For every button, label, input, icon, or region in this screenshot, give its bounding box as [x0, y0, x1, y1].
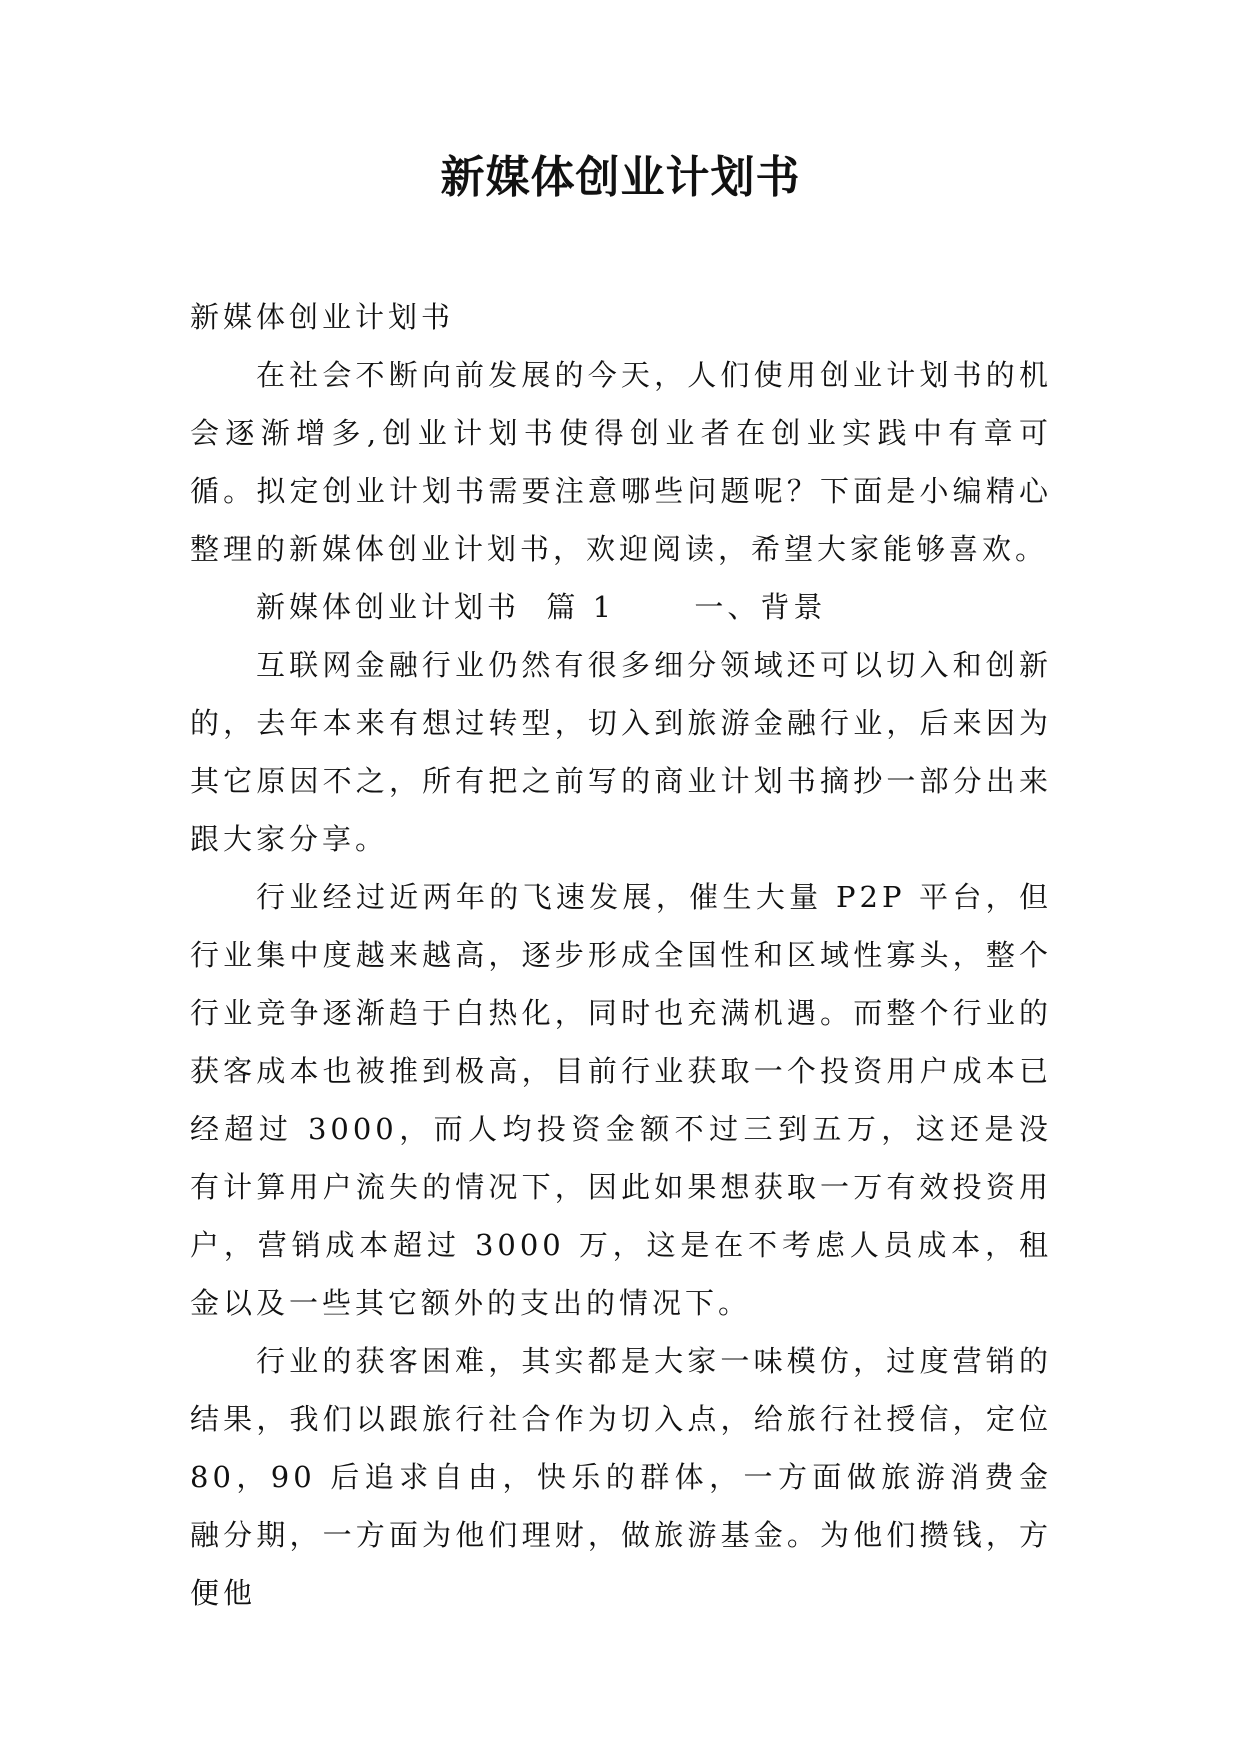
subtitle-paragraph: 新媒体创业计划书: [190, 300, 455, 334]
background-paragraph: 互联网金融行业仍然有很多细分领域还可以切入和创新的，去年本来有想过转型，切入到旅游金融行业，后来因为其它原因不之，所有把之前写的商业计划书摘抄一部分出来跟大家分享。: [190, 648, 1052, 856]
strategy-paragraph: 行业的获客困难，其实都是大家一味模仿，过度营销的结果，我们以跟旅行社合作为切入点，给旅行社授信，定位 80，90 后追求自由，快乐的群体，一方面做旅游消费金融分期，一方面为他们理财，做旅游基金。为他们攒钱，方便他: [190, 1344, 1052, 1610]
industry-paragraph: 行业经过近两年的飞速发展，催生大量 P2P 平台，但行业集中度越来越高，逐步形成全国性和区域性寡头，整个行业竞争逐渐趋于白热化，同时也充满机遇。而整个行业的获客成本也被推到极高，目前行业获取一个投资用户成本已经超过 3000，而人均投资金额不过三到五万，这还是没有计算用户流失的情况下，因此如果想获取一万有效投资用户，营销成本超过 3000 万，这是在不考虑人员成本，租金以及一些其它额外的支出的情况下。: [190, 880, 1052, 1320]
document-title: 新媒体创业计划书: [440, 152, 801, 203]
section-heading: 新媒体创业计划书 篇 1 一、背景: [256, 590, 827, 624]
document-body: [190, 288, 1052, 1622]
intro-paragraph: 在社会不断向前发展的今天，人们使用创业计划书的机会逐渐增多,创业计划书使得创业者在创业实践中有章可循。拟定创业计划书需要注意哪些问题呢？下面是小编精心整理的新媒体创业计划书，欢迎阅读，希望大家能够喜欢。: [190, 358, 1052, 566]
